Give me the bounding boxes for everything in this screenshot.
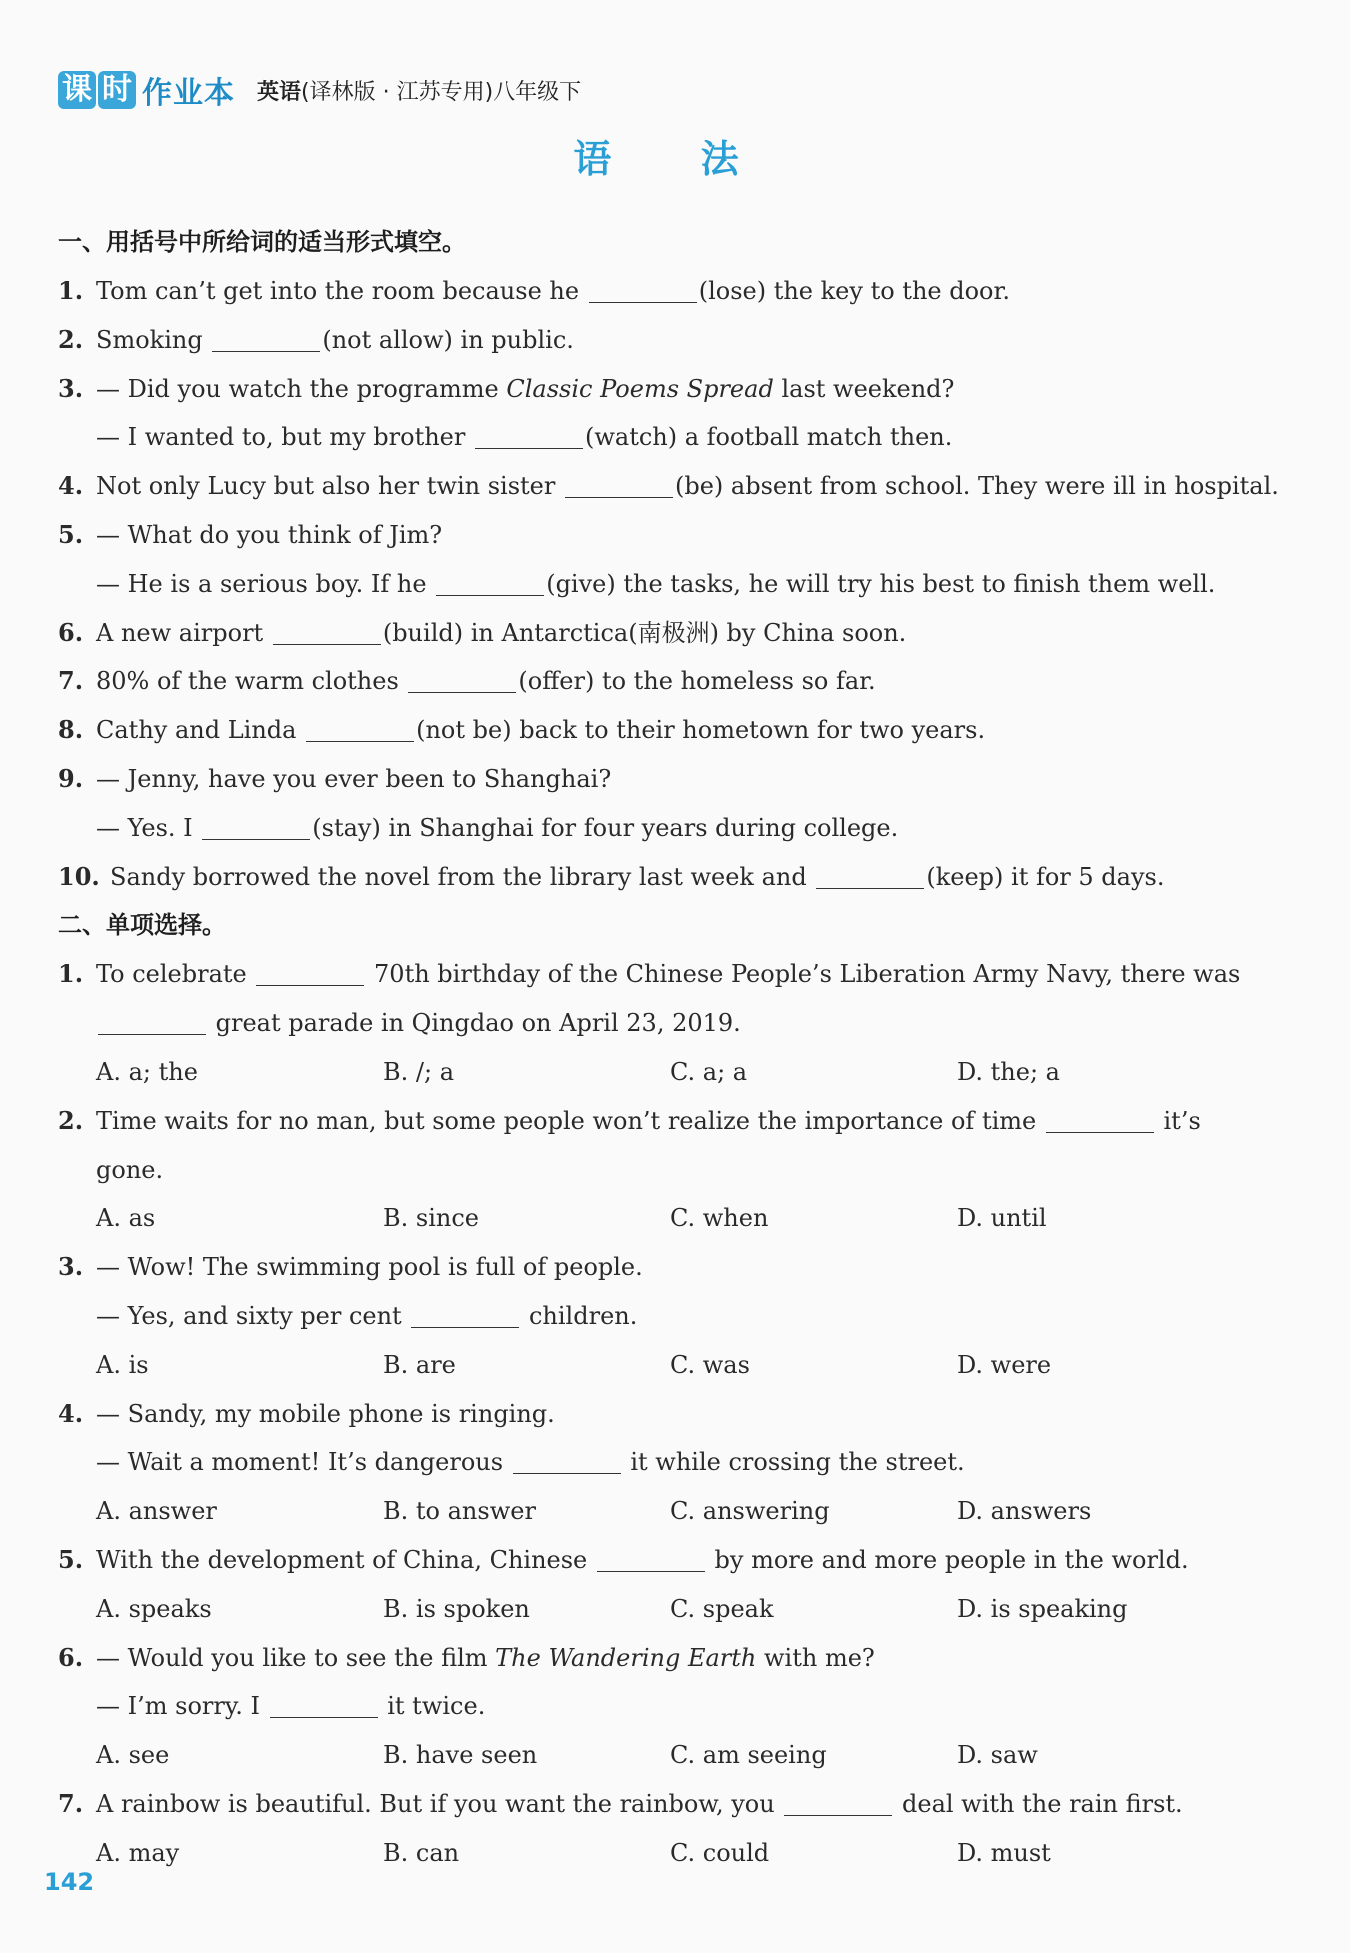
s2-q6-line2	[58, 1682, 1268, 1731]
s2-q3-text-b: — Yes, and sixty per cent	[96, 1301, 402, 1330]
s1-q3-num: 3.	[58, 373, 84, 403]
s2-q5-text-b: by more and more people in the world.	[714, 1545, 1189, 1574]
s1-q4-text-b: (be) absent from school. They were ill in hospital.	[674, 472, 1279, 501]
s1-q7	[58, 657, 1268, 706]
answer-blank[interactable]	[306, 717, 414, 742]
option-d[interactable]: D. saw	[957, 1741, 1038, 1770]
s1-q5-text-b: — He is a serious boy. If he	[96, 569, 427, 598]
answer-blank[interactable]	[816, 864, 924, 889]
answer-blank[interactable]	[1046, 1108, 1154, 1133]
option-c[interactable]: C. a; a	[670, 1057, 748, 1086]
option-b[interactable]: B. to answer	[383, 1497, 536, 1526]
s2-q1-num: 1.	[58, 959, 84, 989]
s1-q3-text-b: last weekend?	[781, 374, 955, 403]
answer-blank[interactable]	[98, 1010, 206, 1035]
s1-q8-text-a: Cathy and Linda	[96, 716, 297, 745]
s1-q3	[58, 365, 1268, 414]
option-c[interactable]: C. answering	[670, 1497, 830, 1526]
s1-q5-line2	[58, 560, 1268, 609]
book-logo	[58, 68, 235, 112]
s1-q3-text-d: (watch) a football match then.	[584, 423, 953, 452]
option-d[interactable]: D. answers	[957, 1497, 1092, 1526]
s1-q1	[58, 267, 1268, 316]
option-a[interactable]: A. is	[96, 1350, 149, 1379]
option-a[interactable]: A. speaks	[96, 1594, 212, 1623]
s2-q5-text-a: With the development of China, Chinese	[96, 1545, 588, 1574]
option-c[interactable]: C. am seeing	[670, 1741, 827, 1770]
option-c[interactable]: C. was	[670, 1350, 750, 1379]
s1-q6	[58, 609, 1268, 658]
s1-q9-num: 9.	[58, 763, 84, 793]
option-d[interactable]: D. were	[957, 1350, 1052, 1379]
answer-blank[interactable]	[513, 1449, 621, 1474]
s2-q4-text-c: it while crossing the street.	[630, 1448, 965, 1477]
subject-rest: (译林版 · 江苏专用)八年级下	[301, 79, 582, 105]
s1-q9-text-a: — Jenny, have you ever been to Shanghai?	[96, 764, 612, 793]
s2-q1-text-c: great parade in Qingdao on April 23, 2019.	[215, 1009, 741, 1038]
s2-q2-text-b: it’s	[1163, 1106, 1201, 1135]
logo-zuoye: 作业本	[142, 76, 235, 111]
s2-q5-options	[58, 1585, 1268, 1634]
s2-q5	[58, 1536, 1268, 1585]
s1-q5	[58, 511, 1268, 560]
s1-q3-programme-title: Classic Poems Spread	[506, 374, 774, 403]
s2-q2-line2	[58, 1146, 1268, 1195]
s1-q1-text-b: (lose) the key to the door.	[698, 277, 1010, 305]
option-c[interactable]: C. when	[670, 1204, 769, 1233]
logo-char-1: 课	[58, 71, 96, 109]
subject-label	[257, 75, 581, 106]
s2-q1-text-a: To celebrate	[96, 960, 247, 989]
s2-q6-film-title: The Wandering Earth	[495, 1643, 757, 1672]
s2-q4-text-a: — Sandy, my mobile phone is ringing.	[96, 1399, 555, 1428]
s2-q7-options	[58, 1829, 1268, 1878]
s2-q7	[58, 1780, 1268, 1829]
s1-q1-text-a: Tom can’t get into the room because he	[96, 277, 580, 305]
s2-q7-text-b: deal with the rain first.	[902, 1789, 1183, 1818]
s2-q3	[58, 1243, 1268, 1292]
s2-q3-num: 3.	[58, 1252, 84, 1282]
option-b[interactable]: B. since	[383, 1204, 479, 1233]
option-b[interactable]: B. are	[383, 1350, 456, 1379]
s2-q2-num: 2.	[58, 1105, 84, 1135]
section1-heading: 一、用括号中所给词的适当形式填空。	[58, 228, 466, 256]
s2-q6-options	[58, 1731, 1268, 1780]
s1-q3-text-a: — Did you watch the programme	[96, 374, 499, 403]
s2-q5-num: 5.	[58, 1544, 84, 1574]
logo-keshi	[58, 71, 136, 109]
exercise-content	[58, 218, 1279, 1878]
answer-blank[interactable]	[202, 815, 310, 840]
option-b[interactable]: B. have seen	[383, 1741, 538, 1770]
s1-q5-text-c: (give) the tasks, he will try his best to finish them well.	[546, 569, 1216, 598]
s2-q1-options	[58, 1048, 1268, 1097]
option-a[interactable]: A. a; the	[96, 1057, 198, 1086]
s2-q3-line2	[58, 1292, 1268, 1341]
s1-q5-text-a: — What do you think of Jim?	[96, 520, 443, 549]
s1-q6-text-b: (build) in Antarctica(南极洲) by China soon.	[382, 618, 907, 647]
s1-q8-num: 8.	[58, 715, 84, 745]
s1-q2-num: 2.	[58, 324, 84, 354]
s1-q4-num: 4.	[58, 471, 84, 501]
s1-q6-text-a: A new airport	[96, 618, 264, 647]
option-d[interactable]: D. the; a	[957, 1057, 1060, 1086]
subject-bold: 英语	[257, 79, 302, 105]
s2-q1-line2	[58, 999, 1268, 1048]
s2-q4-options	[58, 1487, 1268, 1536]
answer-blank[interactable]	[475, 424, 583, 449]
s1-q10-text-a: Sandy borrowed the novel from the library last week and	[110, 862, 807, 891]
s2-q2-options	[58, 1194, 1268, 1243]
s2-q6-num: 6.	[58, 1642, 84, 1672]
page-number: 142	[44, 1868, 95, 1896]
option-a[interactable]: A. may	[96, 1838, 180, 1867]
s1-q10-text-b: (keep) it for 5 days.	[926, 862, 1165, 891]
s2-q4-num: 4.	[58, 1398, 84, 1428]
option-c[interactable]: C. could	[670, 1838, 770, 1867]
answer-blank[interactable]	[273, 620, 381, 645]
s2-q7-text-a: A rainbow is beautiful. But if you want the rainbow, you	[96, 1789, 775, 1818]
s2-q1	[58, 950, 1268, 999]
option-b[interactable]: B. is spoken	[383, 1594, 530, 1623]
answer-blank[interactable]	[597, 1547, 705, 1572]
option-d[interactable]: D. until	[957, 1204, 1047, 1233]
s1-q7-text-a: 80% of the warm clothes	[96, 667, 399, 696]
option-a[interactable]: A. answer	[96, 1497, 217, 1526]
s2-q6-text-d: it twice.	[387, 1692, 486, 1721]
s1-q8-text-b: (not be) back to their hometown for two years.	[416, 716, 986, 745]
answer-blank[interactable]	[436, 571, 544, 596]
book-header	[58, 68, 581, 112]
s1-q3-line2	[58, 413, 1268, 462]
s2-q2-text-c: gone.	[96, 1155, 164, 1184]
answer-blank[interactable]	[256, 961, 364, 986]
s2-q1-text-b: 70th birthday of the Chinese People’s Liberation Army Navy, there was	[374, 960, 1241, 989]
s2-q6	[58, 1634, 1268, 1683]
option-b[interactable]: B. /; a	[383, 1057, 455, 1086]
option-c[interactable]: C. speak	[670, 1594, 774, 1623]
s2-q4	[58, 1390, 1268, 1439]
s2-q2	[58, 1097, 1268, 1146]
s2-q7-num: 7.	[58, 1788, 84, 1818]
s2-q4-line2	[58, 1438, 1268, 1487]
option-d[interactable]: D. must	[957, 1838, 1051, 1867]
s2-q3-options	[58, 1341, 1268, 1390]
s1-q7-num: 7.	[58, 666, 84, 696]
option-b[interactable]: B. can	[383, 1838, 460, 1867]
s1-q9-line2	[58, 804, 1268, 853]
s2-q3-text-c: children.	[528, 1301, 638, 1330]
s1-q6-num: 6.	[58, 617, 84, 647]
s1-q7-text-b: (offer) to the homeless so far.	[518, 667, 876, 696]
s1-q3-text-c: — I wanted to, but my brother	[96, 423, 466, 452]
s1-q9-text-c: (stay) in Shanghai for four years during college.	[312, 813, 899, 842]
s2-q4-text-b: — Wait a moment! It’s dangerous	[96, 1448, 504, 1477]
s2-q3-text-a: — Wow! The swimming pool is full of people.	[96, 1253, 643, 1282]
s1-q10	[58, 853, 1268, 902]
s1-q9-text-b: — Yes. I	[96, 813, 193, 842]
s1-q1-num: 1.	[58, 276, 84, 305]
s2-q2-text-a: Time waits for no man, but some people won’t realize the importance of time	[96, 1106, 1037, 1135]
s1-q4	[58, 462, 1279, 511]
section2-heading: 二、单项选择。	[58, 911, 226, 940]
option-a[interactable]: A. see	[96, 1741, 170, 1770]
page-title: 语 法	[573, 136, 777, 181]
option-d[interactable]: D. is speaking	[957, 1594, 1128, 1623]
s1-q2-text-b: (not allow) in public.	[322, 325, 574, 354]
answer-blank[interactable]	[270, 1693, 378, 1718]
s1-q8	[58, 706, 1268, 755]
s1-q9	[58, 755, 1268, 804]
s2-q6-text-c: — I’m sorry. I	[96, 1692, 260, 1721]
s2-q6-text-b: with me?	[764, 1643, 875, 1672]
answer-blank[interactable]	[212, 327, 320, 352]
s1-q4-text-a: Not only Lucy but also her twin sister	[96, 472, 556, 501]
s2-q6-text-a: — Would you like to see the film	[96, 1643, 488, 1672]
answer-blank[interactable]	[589, 278, 697, 303]
answer-blank[interactable]	[784, 1791, 892, 1816]
s1-q2	[58, 316, 1268, 365]
s1-q5-num: 5.	[58, 519, 84, 549]
option-a[interactable]: A. as	[96, 1204, 156, 1233]
answer-blank[interactable]	[411, 1303, 519, 1328]
logo-char-2: 时	[98, 71, 136, 109]
answer-blank[interactable]	[565, 473, 673, 498]
s1-q10-num: 10.	[58, 861, 100, 891]
answer-blank[interactable]	[408, 668, 516, 693]
s1-q2-text-a: Smoking	[96, 325, 203, 354]
